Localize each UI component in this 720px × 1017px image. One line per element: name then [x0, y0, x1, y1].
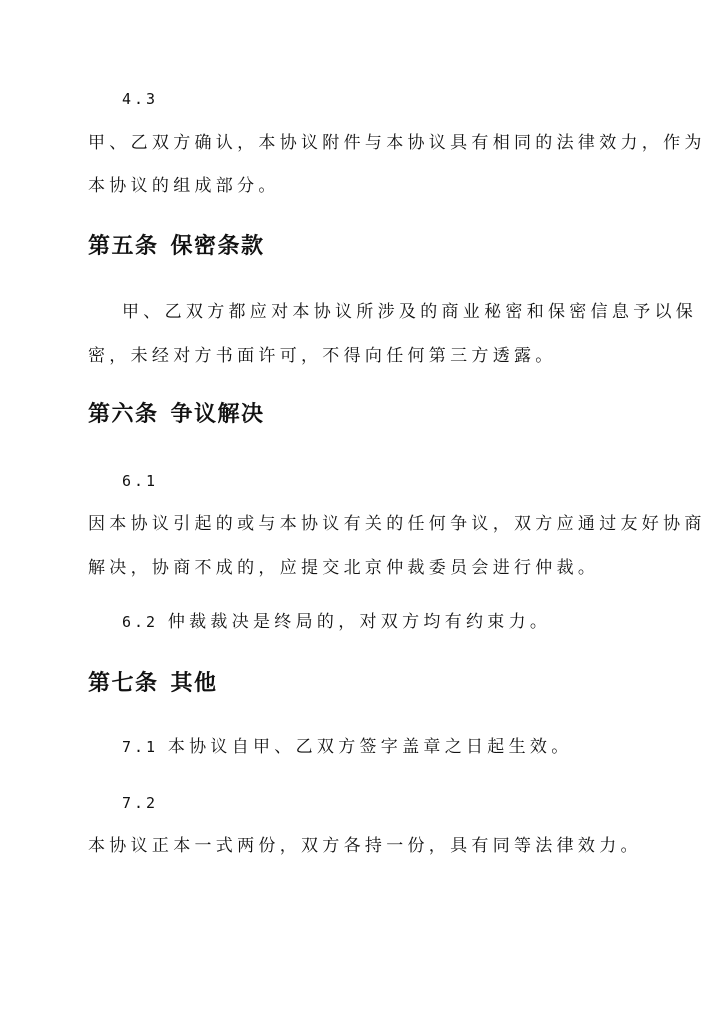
article-5-heading — [88, 232, 265, 260]
clause-number-4-3: 4.3 — [122, 90, 159, 108]
article-7-title: 第七条 — [88, 670, 159, 696]
article-5-subtitle: 保密条款 — [170, 233, 265, 259]
clause-6-2-text: 仲裁裁决是终局的，对双方均有约束力。 — [167, 612, 552, 632]
clause-number-7-2: 7.2 — [122, 794, 159, 812]
article-7-heading — [88, 669, 218, 697]
clause-7-1 — [122, 736, 573, 758]
clause-4-3-line-1: 甲、乙双方确认，本协议附件与本协议具有相同的法律效力，作为 — [88, 133, 706, 153]
article-7-subtitle: 其他 — [170, 670, 218, 696]
clause-7-1-text: 本协议自甲、乙双方签字盖章之日起生效。 — [167, 737, 573, 757]
article-6-title: 第六条 — [88, 401, 159, 427]
clause-6-1-line-2: 解决，协商不成的，应提交北京仲裁委员会进行仲裁。 — [88, 558, 600, 578]
article-5-line-2: 密，未经对方书面许可，不得向任何第三方透露。 — [88, 346, 557, 366]
clause-7-2-line-1: 本协议正本一式两份，双方各持一份，具有同等法律效力。 — [88, 836, 642, 856]
article-5-title: 第五条 — [88, 233, 159, 259]
clause-6-2 — [122, 611, 551, 633]
article-5-line-1: 甲、乙双方都应对本协议所涉及的商业秘密和保密信息予以保 — [122, 302, 698, 322]
clause-number-6-1: 6.1 — [122, 472, 159, 490]
article-6-subtitle: 争议解决 — [170, 401, 265, 427]
clause-number-6-2: 6.2 — [122, 613, 159, 631]
clause-number-7-1: 7.1 — [122, 738, 159, 756]
clause-4-3-line-2: 本协议的组成部分。 — [88, 176, 280, 196]
clause-6-1-line-1: 因本协议引起的或与本协议有关的任何争议，双方应通过友好协商 — [88, 514, 706, 534]
article-6-heading — [88, 400, 265, 428]
